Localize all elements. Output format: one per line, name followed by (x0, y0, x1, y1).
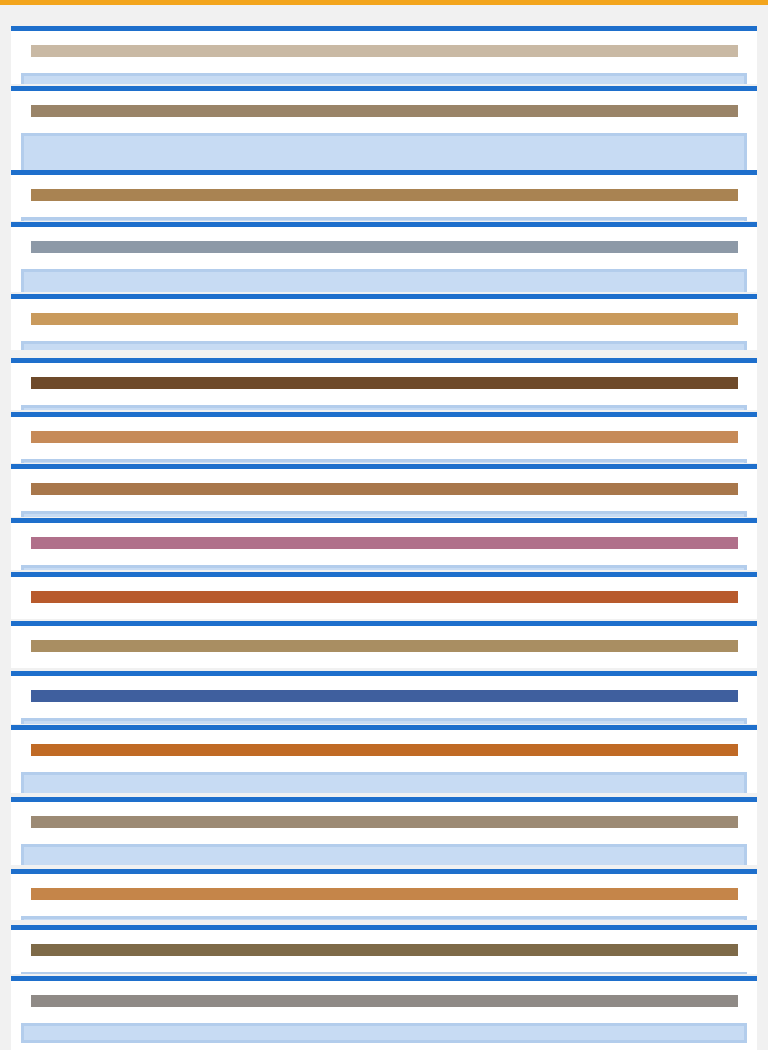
card-meta (31, 443, 738, 457)
result-card[interactable] (11, 976, 757, 1050)
card-title[interactable] (11, 31, 757, 43)
detail-row (24, 849, 744, 860)
card-photo[interactable] (31, 45, 738, 57)
detail-row (24, 790, 744, 794)
card-photo[interactable] (31, 483, 738, 495)
card-title[interactable] (11, 523, 757, 535)
detail-row (24, 151, 744, 162)
result-card[interactable] (11, 869, 757, 920)
card-details (21, 459, 747, 463)
card-details (21, 269, 747, 292)
card-photo[interactable] (31, 888, 738, 900)
result-card[interactable] (11, 671, 757, 724)
card-meta (31, 956, 738, 970)
result-card[interactable] (11, 725, 757, 793)
detail-row (24, 1028, 744, 1039)
card-photo[interactable] (31, 313, 738, 325)
result-card[interactable] (11, 464, 757, 517)
card-photo[interactable] (31, 105, 738, 117)
result-card[interactable] (11, 222, 757, 292)
card-photo[interactable] (31, 537, 738, 549)
card-title[interactable] (11, 417, 757, 429)
card-details (21, 565, 747, 570)
detail-row (24, 723, 744, 725)
card-title[interactable] (11, 802, 757, 814)
detail-row (24, 286, 744, 292)
result-card[interactable] (11, 925, 757, 974)
card-photo[interactable] (31, 640, 738, 652)
result-card[interactable] (11, 797, 757, 865)
card-details (21, 916, 747, 920)
card-title[interactable] (11, 91, 757, 103)
result-card[interactable] (11, 294, 757, 350)
result-card[interactable] (11, 412, 757, 463)
card-photo[interactable] (31, 816, 738, 828)
card-title[interactable] (11, 363, 757, 375)
card-meta (31, 1007, 738, 1021)
card-title[interactable] (11, 227, 757, 239)
detail-row (24, 570, 744, 571)
card-details (21, 511, 747, 517)
detail-row (24, 138, 744, 149)
card-details (21, 718, 747, 724)
result-card[interactable] (11, 26, 757, 84)
card-details (21, 972, 747, 974)
card-title[interactable] (11, 626, 757, 638)
card-meta (31, 756, 738, 770)
detail-row (24, 273, 744, 284)
detail-row (24, 78, 744, 85)
result-card[interactable] (11, 572, 757, 619)
card-photo[interactable] (31, 995, 738, 1007)
result-card[interactable] (11, 170, 757, 221)
card-details (21, 341, 747, 350)
result-card[interactable] (11, 621, 757, 668)
card-details (21, 217, 747, 221)
detail-row (24, 862, 744, 866)
result-card[interactable] (11, 518, 757, 570)
card-meta (31, 549, 738, 563)
card-meta (31, 325, 738, 339)
card-photo[interactable] (31, 690, 738, 702)
card-title[interactable] (11, 730, 757, 742)
card-title[interactable] (11, 299, 757, 311)
card-photo[interactable] (31, 744, 738, 756)
card-photo[interactable] (31, 431, 738, 443)
card-meta (31, 389, 738, 403)
card-meta (31, 828, 738, 842)
card-photo[interactable] (31, 241, 738, 253)
card-meta (31, 702, 738, 716)
card-meta (31, 652, 738, 666)
card-title[interactable] (11, 577, 757, 589)
card-title[interactable] (11, 469, 757, 481)
card-details (21, 1023, 747, 1043)
card-title[interactable] (11, 175, 757, 187)
detail-row (24, 516, 744, 518)
card-photo[interactable] (31, 591, 738, 603)
result-card[interactable] (11, 358, 757, 410)
top-bar (0, 0, 768, 5)
card-meta (31, 201, 738, 215)
card-meta (31, 495, 738, 509)
card-meta (31, 117, 738, 131)
card-meta (31, 253, 738, 267)
card-photo[interactable] (31, 377, 738, 389)
card-details (21, 405, 747, 410)
card-details (21, 772, 747, 793)
card-title[interactable] (11, 930, 757, 942)
card-meta (31, 900, 738, 914)
card-meta (31, 603, 738, 617)
card-details (21, 73, 747, 84)
card-photo[interactable] (31, 944, 738, 956)
card-title[interactable] (11, 874, 757, 886)
card-title[interactable] (11, 676, 757, 688)
card-details (21, 844, 747, 865)
card-photo[interactable] (31, 189, 738, 201)
detail-row (24, 410, 744, 411)
detail-row (24, 777, 744, 788)
card-title[interactable] (11, 981, 757, 993)
card-meta (31, 57, 738, 71)
detail-row (24, 346, 744, 351)
